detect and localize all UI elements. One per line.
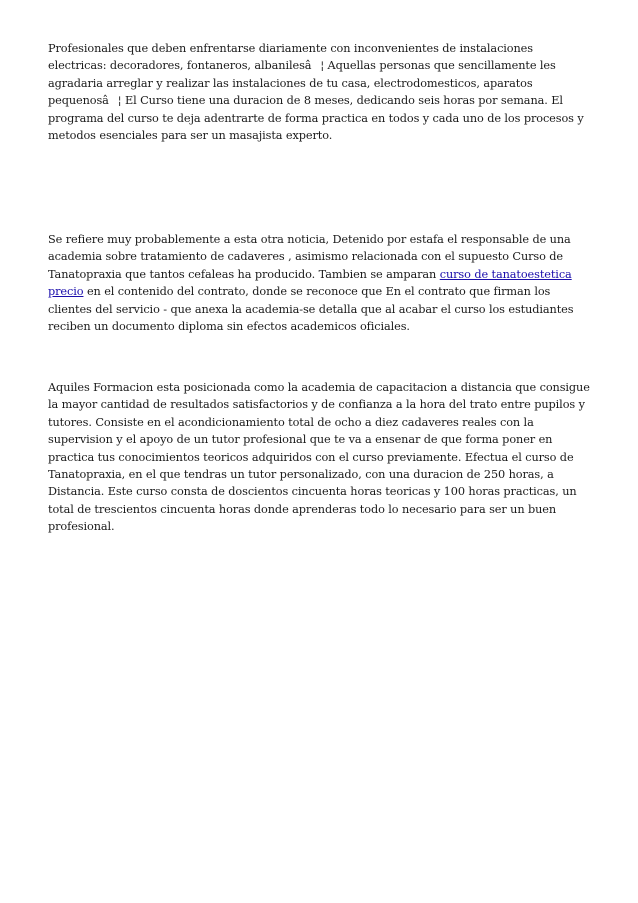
paragraph-2-text-before: Se refiere muy probablemente a esta otra noticia, Detenido por estafa el responsable de una academia sobre tratamiento de cadaveres , asimismo relacionada con el supuesto Curso de Tanatopraxia que tantos cefaleas ha producido. Tambien se amparan xyxy=(48,233,571,281)
paragraph-3: Aquiles Formacion esta posicionada como la academia de capacitacion a distancia que consigue la mayor cantidad de resultados satisfactorios y de confianza a la hora del trato entre pupilos y tutores. Consiste en el acondicionamiento total de ocho a diez cadaveres reales con la supervision y el apoyo de un tutor profesional que te va a ensenar de que forma poner en practica tus conocimientos teoricos adquiridos con el curso previamente. Efectua el curso de Tanatopraxia, en el que tendras un tutor personalizado, con una duracion de 250 horas, a Distancia. Este curso consta de doscientos cincuenta horas teoricas y 100 horas practicas, un total de trescientos cincuenta horas donde aprenderas todo lo necesario para ser un buen profesional. xyxy=(48,381,590,534)
paragraph-2 xyxy=(48,231,593,335)
paragraph-1: Profesionales que deben enfrentarse diariamente con inconvenientes de instalaciones electricas: decoradores, fontaneros, albanilesâ¦ Aquellas personas que sencillamente les agradaria arreglar y realizar las instalaciones de tu casa, electrodomesticos, aparatos pequenosâ¦ El Curso tiene una duracion de 8 meses, dedicando seis horas por semana. El programa del curso te deja adentrarte de forma practica en todos y cada uno de los procesos y metodos esenciales para ser un masajista experto. xyxy=(48,42,584,143)
course-price-link[interactable]: curso de tanatoestetica precio xyxy=(48,267,572,299)
paragraph-2-text-after: en el contenido del contrato, donde se reconoce que En el contrato que firman los clientes del servicio - que anexa la academia-se detalla que al acabar el curso los estudiantes reciben un documento diploma sin efectos academicos oficiales. xyxy=(48,285,574,334)
